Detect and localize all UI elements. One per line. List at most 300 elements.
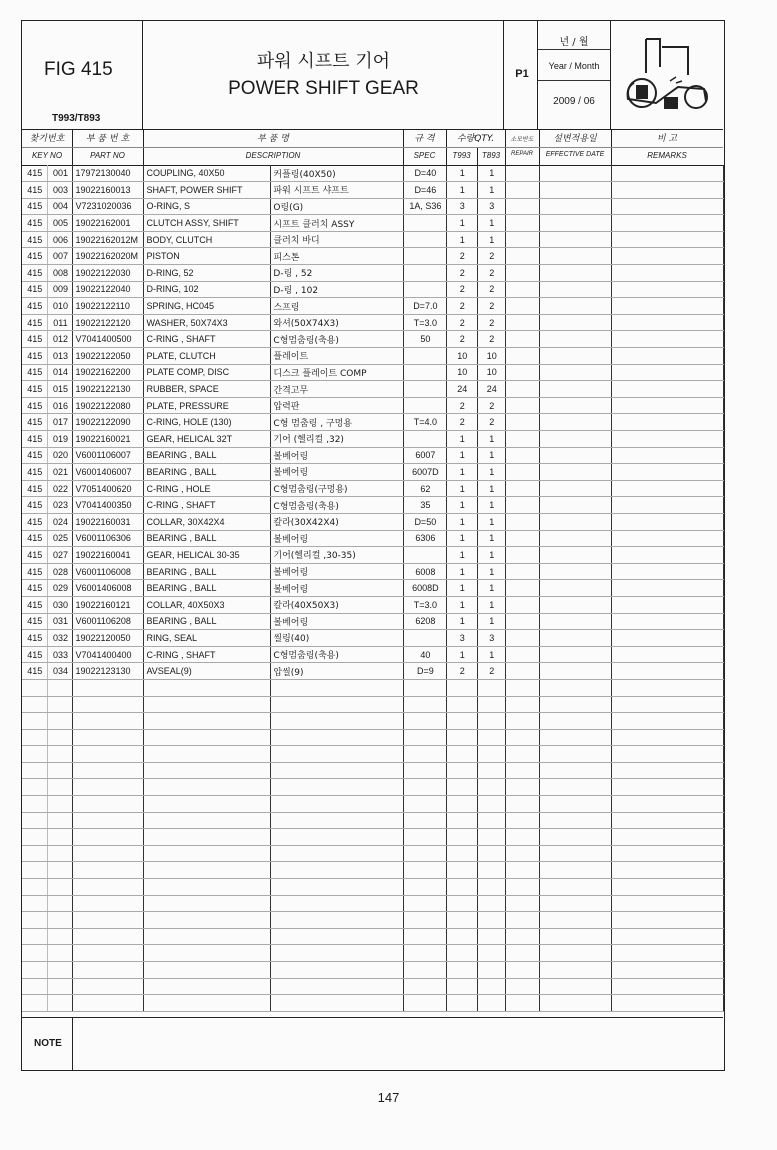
remarks-cell: [612, 962, 724, 979]
description-cell: D-RING, 102: [144, 281, 271, 298]
description-cell: WASHER, 50X74X3: [144, 314, 271, 331]
qty-t893-cell: 1: [478, 596, 506, 613]
repair-cell: [506, 895, 540, 912]
effective-date-cell: [540, 281, 612, 298]
remarks-cell: [612, 480, 724, 497]
qty-t893-cell: 2: [478, 265, 506, 282]
spec-cell: [404, 762, 447, 779]
qty-t993-cell: 2: [447, 298, 478, 315]
korean-name-cell: 볼베어링: [271, 447, 404, 464]
spec-cell: [404, 945, 447, 962]
part-no-cell: 19022162012M: [73, 231, 144, 248]
korean-name-cell: C형멈춤링(축용): [271, 331, 404, 348]
description-cell: [144, 978, 271, 995]
effective-date-cell: [540, 895, 612, 912]
korean-name-cell: [271, 895, 404, 912]
fig-cell: 415: [22, 348, 48, 365]
spec-cell: [404, 862, 447, 879]
empty-row: [22, 796, 724, 813]
part-no-cell: [73, 729, 144, 746]
part-no-cell: [73, 746, 144, 763]
effective-date-cell: [540, 547, 612, 564]
effective-date-cell: [540, 414, 612, 431]
spec-cell: 6007D: [404, 464, 447, 481]
key-no-cell: 013: [48, 348, 73, 365]
key-no-cell: 005: [48, 215, 73, 232]
fig-cell: 415: [22, 613, 48, 630]
part-no-cell: 19022162020M: [73, 248, 144, 265]
fig-cell: [22, 746, 48, 763]
empty-row: [22, 845, 724, 862]
key-no-cell: [48, 696, 73, 713]
spec-cell: 6008D: [404, 580, 447, 597]
figure-number: FIG 415: [44, 59, 113, 80]
korean-name-cell: 와셔(50X74X3): [271, 314, 404, 331]
effective-date-cell: [540, 630, 612, 647]
korean-name-cell: 압력판: [271, 397, 404, 414]
spec-cell: 35: [404, 497, 447, 514]
parts-table: [22, 165, 724, 1012]
qty-t993-cell: 1: [447, 497, 478, 514]
description-cell: BODY, CLUTCH: [144, 231, 271, 248]
qty-t993-cell: [447, 812, 478, 829]
description-cell: C-RING , SHAFT: [144, 497, 271, 514]
key-no-cell: [48, 746, 73, 763]
description-cell: COLLAR, 30X42X4: [144, 513, 271, 530]
description-cell: SPRING, HC045: [144, 298, 271, 315]
qty-t893-cell: [478, 879, 506, 896]
repair-cell: [506, 796, 540, 813]
year-month-label: Year / Month: [548, 61, 600, 71]
repair-cell: [506, 862, 540, 879]
spec-cell: 40: [404, 646, 447, 663]
qty-t893-cell: 1: [478, 580, 506, 597]
spec-cell: D=50: [404, 513, 447, 530]
table-row: [22, 182, 724, 199]
fig-cell: [22, 696, 48, 713]
repair-cell: [506, 845, 540, 862]
remarks-cell: [612, 729, 724, 746]
key-no-cell: 033: [48, 646, 73, 663]
qty-t993-cell: 3: [447, 630, 478, 647]
qty-t893-cell: 1: [478, 165, 506, 182]
part-no-cell: V6001406008: [73, 580, 144, 597]
part-no-cell: 19022122130: [73, 381, 144, 398]
description-cell: C-RING , HOLE: [144, 480, 271, 497]
key-no-cell: [48, 845, 73, 862]
model-label: T993/T893: [52, 113, 101, 124]
qty-t893-cell: 2: [478, 298, 506, 315]
qty-t893-cell: [478, 978, 506, 995]
qty-t993-header: T993: [452, 151, 471, 160]
effective-date-cell: [540, 995, 612, 1012]
korean-name-cell: D-링 , 102: [271, 281, 404, 298]
korean-name-cell: [271, 746, 404, 763]
qty-t893-cell: [478, 962, 506, 979]
table-row: [22, 630, 724, 647]
description-cell: C-RING, HOLE (130): [144, 414, 271, 431]
qty-t893-cell: [478, 796, 506, 813]
fig-cell: 415: [22, 447, 48, 464]
description-cell: RUBBER, SPACE: [144, 381, 271, 398]
remarks-cell: [612, 182, 724, 199]
description-cell: RING, SEAL: [144, 630, 271, 647]
spec-cell: [404, 978, 447, 995]
repair-cell: [506, 231, 540, 248]
table-row: [22, 646, 724, 663]
description-cell: [144, 895, 271, 912]
remarks-cell: [612, 646, 724, 663]
repair-cell: [506, 646, 540, 663]
key-no-cell: [48, 978, 73, 995]
effective-date-cell: [540, 912, 612, 929]
fig-cell: 415: [22, 165, 48, 182]
key-no-cell: [48, 729, 73, 746]
remarks-cell: [612, 696, 724, 713]
qty-t893-cell: 1: [478, 563, 506, 580]
repair-cell: [506, 381, 540, 398]
key-no-cell: 010: [48, 298, 73, 315]
repair-cell: [506, 679, 540, 696]
description-cell: BEARING , BALL: [144, 530, 271, 547]
fig-cell: [22, 945, 48, 962]
remarks-cell: [612, 762, 724, 779]
key-no-cell: 031: [48, 613, 73, 630]
qty-t893-cell: 3: [478, 630, 506, 647]
remarks-cell: [612, 231, 724, 248]
remarks-cell: [612, 679, 724, 696]
effective-date-cell: [540, 348, 612, 365]
effective-date-cell: [540, 696, 612, 713]
part-no-cell: V6001106208: [73, 613, 144, 630]
spec-cell: [404, 265, 447, 282]
repair-cell: [506, 596, 540, 613]
repair-cell: [506, 696, 540, 713]
table-row: [22, 281, 724, 298]
part-no-cell: 19022122090: [73, 414, 144, 431]
remarks-cell: [612, 348, 724, 365]
qty-t993-cell: [447, 796, 478, 813]
repair-cell: [506, 580, 540, 597]
description-cell: PLATE, CLUTCH: [144, 348, 271, 365]
effective-date-cell: [540, 182, 612, 199]
key-no-cell: [48, 928, 73, 945]
parts-sheet-frame: [21, 20, 725, 1071]
qty-t993-cell: 24: [447, 381, 478, 398]
remarks-cell: [612, 829, 724, 846]
spec-cell: [404, 962, 447, 979]
part-no-cell: V7041400400: [73, 646, 144, 663]
key-no-cell: 008: [48, 265, 73, 282]
remarks-cell: [612, 414, 724, 431]
key-no-header-korean: 찾기번호: [29, 134, 65, 144]
effective-date-cell: [540, 563, 612, 580]
remarks-cell: [612, 613, 724, 630]
effective-date-cell: [540, 331, 612, 348]
spec-cell: [404, 281, 447, 298]
korean-name-cell: 피스톤: [271, 248, 404, 265]
table-row: [22, 563, 724, 580]
empty-row: [22, 995, 724, 1012]
effective-date-cell: [540, 845, 612, 862]
repair-cell: [506, 298, 540, 315]
korean-name-cell: [271, 729, 404, 746]
description-cell: [144, 729, 271, 746]
description-cell: BEARING , BALL: [144, 580, 271, 597]
part-no-cell: [73, 945, 144, 962]
table-row: [22, 497, 724, 514]
repair-cell: [506, 480, 540, 497]
part-no-cell: 19022120050: [73, 630, 144, 647]
description-cell: [144, 762, 271, 779]
qty-t893-cell: 1: [478, 646, 506, 663]
korean-name-cell: 씰링(40): [271, 630, 404, 647]
korean-name-cell: [271, 928, 404, 945]
remarks-cell: [612, 596, 724, 613]
qty-t993-cell: 1: [447, 580, 478, 597]
key-no-cell: 014: [48, 364, 73, 381]
fig-cell: [22, 978, 48, 995]
remarks-cell: [612, 248, 724, 265]
spec-cell: [404, 895, 447, 912]
description-cell: [144, 679, 271, 696]
repair-cell: [506, 879, 540, 896]
korean-name-cell: [271, 713, 404, 730]
qty-t893-cell: 1: [478, 613, 506, 630]
spec-cell: D=9: [404, 663, 447, 680]
qty-t993-cell: [447, 879, 478, 896]
qty-t893-cell: 1: [478, 215, 506, 232]
remarks-cell: [612, 796, 724, 813]
fig-cell: [22, 713, 48, 730]
qty-t993-cell: 1: [447, 431, 478, 448]
repair-cell: [506, 414, 540, 431]
qty-t993-cell: 1: [447, 231, 478, 248]
korean-name-cell: [271, 995, 404, 1012]
part-no-cell: [73, 796, 144, 813]
spec-cell: [404, 696, 447, 713]
key-no-header: KEY NO: [31, 151, 63, 160]
fig-cell: 415: [22, 215, 48, 232]
qty-t893-cell: [478, 812, 506, 829]
remarks-cell: [612, 978, 724, 995]
key-no-cell: 011: [48, 314, 73, 331]
fig-cell: [22, 995, 48, 1012]
spec-cell: [404, 729, 447, 746]
repair-cell: [506, 928, 540, 945]
remarks-cell: [612, 812, 724, 829]
remarks-cell: [612, 928, 724, 945]
repair-cell: [506, 530, 540, 547]
key-no-cell: [48, 796, 73, 813]
description-cell: PLATE, PRESSURE: [144, 397, 271, 414]
repair-cell: [506, 630, 540, 647]
key-no-cell: 017: [48, 414, 73, 431]
fig-cell: 415: [22, 464, 48, 481]
remarks-cell: [612, 663, 724, 680]
repair-cell: [506, 397, 540, 414]
repair-cell: [506, 314, 540, 331]
remarks-cell: [612, 497, 724, 514]
qty-t993-cell: 2: [447, 397, 478, 414]
qty-t893-cell: 2: [478, 314, 506, 331]
remarks-cell: [612, 746, 724, 763]
qty-t993-cell: 1: [447, 182, 478, 199]
description-cell: [144, 879, 271, 896]
year-month-value: 2009 / 06: [553, 96, 595, 107]
qty-t893-cell: [478, 762, 506, 779]
korean-name-cell: 압씰(9): [271, 663, 404, 680]
qty-t993-cell: 1: [447, 547, 478, 564]
spec-cell: [404, 845, 447, 862]
korean-name-cell: 기어(헬리컬 ,30-35): [271, 547, 404, 564]
table-row: [22, 248, 724, 265]
effective-date-cell: [540, 248, 612, 265]
spec-cell: 50: [404, 331, 447, 348]
qty-t893-cell: [478, 895, 506, 912]
repair-cell: [506, 779, 540, 796]
repair-cell: [506, 945, 540, 962]
spec-cell: [404, 746, 447, 763]
remarks-cell: [612, 265, 724, 282]
spec-cell: [404, 381, 447, 398]
fig-cell: [22, 679, 48, 696]
part-no-cell: 19022160021: [73, 431, 144, 448]
fig-cell: [22, 895, 48, 912]
spec-cell: [404, 879, 447, 896]
description-cell: C-RING , SHAFT: [144, 331, 271, 348]
qty-t993-cell: 2: [447, 314, 478, 331]
effective-date-cell: [540, 165, 612, 182]
qty-t893-cell: 1: [478, 447, 506, 464]
part-no-cell: 19022122120: [73, 314, 144, 331]
key-no-cell: 023: [48, 497, 73, 514]
note-label: NOTE: [34, 1038, 62, 1049]
empty-row: [22, 862, 724, 879]
effective-date-cell: [540, 381, 612, 398]
repair-header: REPAIR: [511, 151, 533, 157]
effective-date-cell: [540, 796, 612, 813]
qty-t993-cell: [447, 713, 478, 730]
effective-date-cell: [540, 762, 612, 779]
part-no-cell: 19022122110: [73, 298, 144, 315]
table-row: [22, 165, 724, 182]
korean-name-cell: [271, 762, 404, 779]
key-no-cell: [48, 713, 73, 730]
key-no-cell: [48, 962, 73, 979]
remarks-cell: [612, 165, 724, 182]
table-row: [22, 596, 724, 613]
remarks-cell: [612, 547, 724, 564]
title-english: POWER SHIFT GEAR: [228, 78, 419, 99]
qty-t993-cell: 2: [447, 248, 478, 265]
fig-cell: 415: [22, 397, 48, 414]
effective-date-cell: [540, 231, 612, 248]
korean-name-cell: 파워 시프트 샤프트: [271, 182, 404, 199]
title-korean: 파워 시프트 기어: [256, 51, 391, 72]
korean-name-cell: C형멈춤링(구멍용): [271, 480, 404, 497]
repair-cell: [506, 547, 540, 564]
table-row: [22, 480, 724, 497]
table-row: [22, 663, 724, 680]
empty-row: [22, 895, 724, 912]
qty-t993-cell: 1: [447, 563, 478, 580]
empty-row: [22, 829, 724, 846]
korean-name-cell: 디스크 플레이트 COMP: [271, 364, 404, 381]
remarks-cell: [612, 879, 724, 896]
spec-cell: [404, 995, 447, 1012]
key-no-cell: [48, 779, 73, 796]
empty-row: [22, 945, 724, 962]
table-row: [22, 198, 724, 215]
korean-name-cell: 칼라(40X50X3): [271, 596, 404, 613]
description-cell: COUPLING, 40X50: [144, 165, 271, 182]
part-no-cell: 19022123130: [73, 663, 144, 680]
key-no-cell: 028: [48, 563, 73, 580]
qty-t893-cell: 2: [478, 663, 506, 680]
remarks-cell: [612, 331, 724, 348]
spec-cell: D=7.0: [404, 298, 447, 315]
fig-cell: [22, 862, 48, 879]
part-no-cell: [73, 962, 144, 979]
part-no-cell: [73, 829, 144, 846]
table-row: [22, 314, 724, 331]
korean-name-cell: 볼베어링: [271, 563, 404, 580]
fig-cell: 415: [22, 248, 48, 265]
key-no-cell: [48, 762, 73, 779]
korean-name-cell: D-링 , 52: [271, 265, 404, 282]
fig-cell: 415: [22, 198, 48, 215]
spec-cell: [404, 397, 447, 414]
korean-name-cell: [271, 962, 404, 979]
key-no-cell: 020: [48, 447, 73, 464]
spec-header-korean: 규 격: [414, 134, 435, 144]
korean-name-cell: 간격고무: [271, 381, 404, 398]
remarks-cell: [612, 215, 724, 232]
table-row: [22, 397, 724, 414]
description-cell: [144, 829, 271, 846]
part-no-cell: [73, 895, 144, 912]
part-no-cell: 19022160013: [73, 182, 144, 199]
spec-cell: 6208: [404, 613, 447, 630]
table-row: [22, 530, 724, 547]
part-no-cell: 19022162001: [73, 215, 144, 232]
qty-t893-cell: 2: [478, 331, 506, 348]
qty-t893-cell: 1: [478, 464, 506, 481]
qty-t893-cell: 2: [478, 281, 506, 298]
qty-t893-cell: 1: [478, 513, 506, 530]
key-no-cell: 024: [48, 513, 73, 530]
part-no-cell: [73, 762, 144, 779]
korean-name-cell: 볼베어링: [271, 613, 404, 630]
table-row: [22, 613, 724, 630]
remarks-cell: [612, 397, 724, 414]
table-row: [22, 513, 724, 530]
qty-t993-cell: 10: [447, 364, 478, 381]
qty-t893-cell: 1: [478, 431, 506, 448]
qty-t893-cell: 1: [478, 497, 506, 514]
qty-t893-cell: 2: [478, 248, 506, 265]
key-no-cell: 022: [48, 480, 73, 497]
qty-t893-cell: 10: [478, 348, 506, 365]
effective-date-cell: [540, 314, 612, 331]
description-header: DESCRIPTION: [245, 151, 301, 160]
spec-cell: [404, 248, 447, 265]
qty-header: 수량QTY.: [456, 134, 495, 144]
fig-cell: 415: [22, 314, 48, 331]
qty-t993-cell: [447, 895, 478, 912]
qty-t993-cell: [447, 729, 478, 746]
